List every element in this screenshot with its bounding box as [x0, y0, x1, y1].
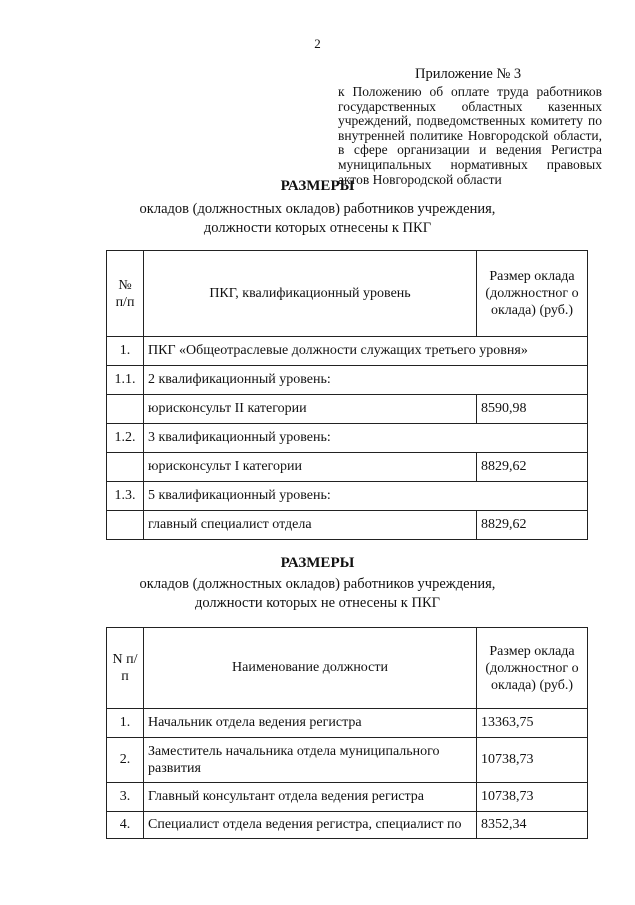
- row-num: [107, 395, 144, 424]
- table-row: [107, 366, 588, 395]
- section2-heading: РАЗМЕРЫ: [280, 555, 355, 571]
- row-num: 4.: [107, 812, 144, 839]
- table-row: [107, 709, 588, 738]
- row-name: юрисконсульт I категории: [144, 453, 477, 482]
- row-salary: 10738,73: [477, 738, 588, 783]
- row-name: юрисконсульт II категории: [144, 395, 477, 424]
- row-name: 2 квалификационный уровень:: [144, 366, 588, 395]
- page-number: 2: [314, 36, 321, 51]
- row-name: Специалист отдела ведения регистра, специалист по: [144, 812, 477, 839]
- appendix-body: к Положению об оплате труда работников государственных областных казенных учреждений, подведомственных комитету по внутренней политике Новгородской области, в сфере организации и ведения Регистра муниципальных нормативных правовых актов Новгородской области: [338, 84, 602, 187]
- column-header-salary: Размер оклада (должностног о оклада) (руб.): [477, 628, 588, 709]
- row-salary: 13363,75: [477, 709, 588, 738]
- row-num: 3.: [107, 783, 144, 812]
- row-num: [107, 511, 144, 540]
- row-name: ПКГ «Общеотраслевые должности служащих третьего уровня»: [144, 337, 588, 366]
- row-name: 5 квалификационный уровень:: [144, 482, 588, 511]
- row-num: [107, 453, 144, 482]
- non-pkg-table: [106, 627, 588, 839]
- row-num: 1.1.: [107, 366, 144, 395]
- column-header-salary: Размер оклада (должностног о оклада) (руб.): [477, 251, 588, 337]
- section1-subheading-line1: окладов (должностных окладов) работников учреждения,: [139, 201, 496, 217]
- column-header-num: N п/п: [107, 628, 144, 709]
- row-name: главный специалист отдела: [144, 511, 477, 540]
- table-row: [107, 511, 588, 540]
- section1-heading: РАЗМЕРЫ: [280, 178, 355, 194]
- row-num: 2.: [107, 738, 144, 783]
- row-name: 3 квалификационный уровень:: [144, 424, 588, 453]
- table-row: [107, 783, 588, 812]
- section2-subheading-line1: окладов (должностных окладов) работников учреждения,: [139, 576, 496, 592]
- row-salary: 10738,73: [477, 783, 588, 812]
- column-header-name: Наименование должности: [144, 628, 477, 709]
- table-header-row: [107, 628, 588, 709]
- column-header-name: ПКГ, квалификационный уровень: [144, 251, 477, 337]
- row-salary: 8352,34: [477, 812, 588, 839]
- section1-subheading-line2: должности которых отнесены к ПКГ: [203, 220, 432, 236]
- section2-subheading-line2: должности которых не отнесены к ПКГ: [195, 595, 440, 611]
- table-row: [107, 453, 588, 482]
- pkg-table: [106, 250, 588, 540]
- column-header-num: № п/п: [107, 251, 144, 337]
- table-header-row: [107, 251, 588, 337]
- row-name: Главный консультант отдела ведения регистра: [144, 783, 477, 812]
- appendix-title: Приложение № 3: [415, 66, 522, 82]
- row-num: 1.3.: [107, 482, 144, 511]
- row-name: Начальник отдела ведения регистра: [144, 709, 477, 738]
- row-salary: 8829,62: [477, 453, 588, 482]
- table-row: [107, 482, 588, 511]
- row-salary: 8590,98: [477, 395, 588, 424]
- table-row: [107, 424, 588, 453]
- row-num: 1.2.: [107, 424, 144, 453]
- row-salary: 8829,62: [477, 511, 588, 540]
- row-num: 1.: [107, 709, 144, 738]
- table-row: [107, 395, 588, 424]
- table-row: [107, 812, 588, 839]
- row-name: Заместитель начальника отдела муниципального развития: [144, 738, 477, 783]
- table-row: [107, 337, 588, 366]
- table-row: [107, 738, 588, 783]
- row-num: 1.: [107, 337, 144, 366]
